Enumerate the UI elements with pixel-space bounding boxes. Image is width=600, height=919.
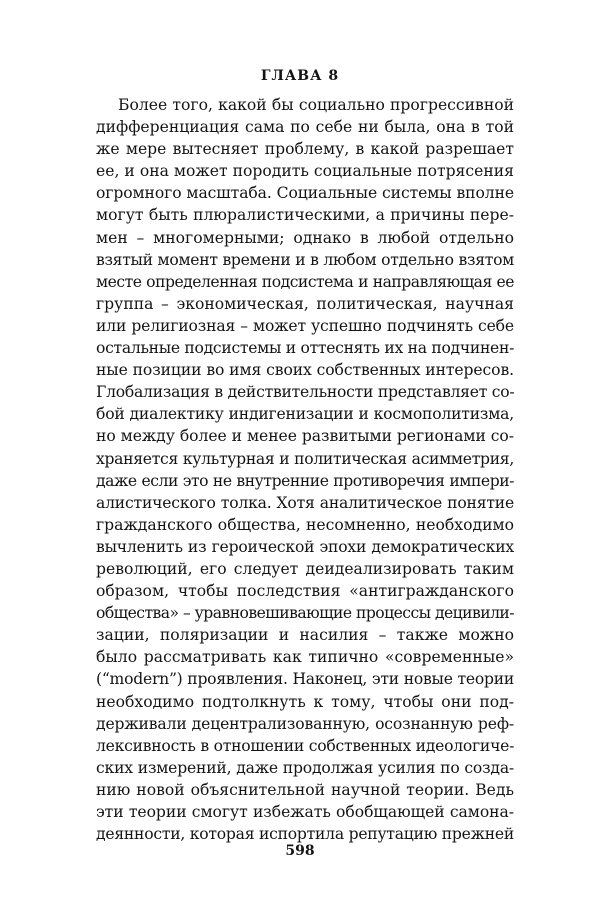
- text-line: мен – многомерными; однако в любой отдельно: [96, 228, 514, 247]
- text-line: вычленить из героической эпохи демократических: [96, 537, 514, 556]
- body-paragraph: [96, 94, 514, 845]
- chapter-header: ГЛАВА 8: [260, 68, 340, 84]
- text-line: было рассматривать как типично «современные»: [96, 648, 514, 667]
- text-line: ные позиции во имя своих собственных интересов.: [96, 361, 514, 380]
- text-line: дифференциация сама по себе ни была, она в той: [96, 118, 514, 137]
- text-line: остальные подсистемы и оттеснять их на подчинен-: [96, 339, 515, 358]
- page-number: 598: [285, 843, 315, 859]
- text-line: бой диалектику индигенизации и космополитизма,: [96, 405, 514, 424]
- text-line: Более того, какой бы социально прогрессивной: [118, 96, 514, 114]
- text-line: гражданского общества, несомненно, необходимо: [96, 515, 514, 534]
- text-line: (“modern”) проявления. Наконец, эти новые теории: [96, 670, 514, 689]
- text-line: группа – экономическая, политическая, научная: [96, 294, 514, 313]
- text-line: зации, поляризации и насилия – также можно: [96, 626, 514, 645]
- text-line: революций, его следует деидеализировать таким: [96, 559, 514, 578]
- text-line: могут быть плюралистическими, а причины пере-: [96, 206, 514, 225]
- text-line: ее, и она может породить социальные потрясения: [96, 162, 514, 181]
- text-line: огромного масштаба. Социальные системы вполне: [96, 184, 514, 203]
- text-line: образом, чтобы последствия «антигражданского: [96, 582, 514, 601]
- text-line: нию новой объяснительной научной теории. Ведь: [96, 780, 514, 799]
- text-line: Глобализация в действительности представляет со-: [96, 383, 515, 402]
- text-line: но между более и менее развитыми регионами со-: [96, 427, 514, 446]
- text-line: алистического толка. Хотя аналитическое понятие: [96, 493, 514, 512]
- text-line: храняется культурная и политическая асимметрия,: [96, 449, 514, 468]
- text-line: лексивность в отношении собственных идеологиче-: [96, 736, 515, 755]
- text-line: или религиозная – может успешно подчинять себе: [96, 316, 514, 335]
- text-line: ских измерений, даже продолжая усилия по созда-: [96, 758, 514, 777]
- text-line: общества» – уравновешивающие процессы децивили-: [96, 604, 514, 623]
- text-line: эти теории смогут избежать обобщающей самона-: [96, 803, 514, 821]
- text-line: необходимо подтолкнуть к тому, чтобы они под-: [96, 692, 514, 711]
- text-line: даже если это не внутренние противоречия импери-: [96, 471, 514, 490]
- text-line: взятый момент времени и в любом отдельно взятом: [96, 250, 514, 269]
- text-line: деянности, которая испортила репутацию прежней: [96, 825, 514, 844]
- text-line: держивали децентрализованную, осознанную реф-: [96, 714, 514, 733]
- text-line: месте определенная подсистема и направляющая ее: [96, 272, 514, 291]
- text-line: же мере вытесняет проблему, в какой разрешает: [96, 140, 514, 159]
